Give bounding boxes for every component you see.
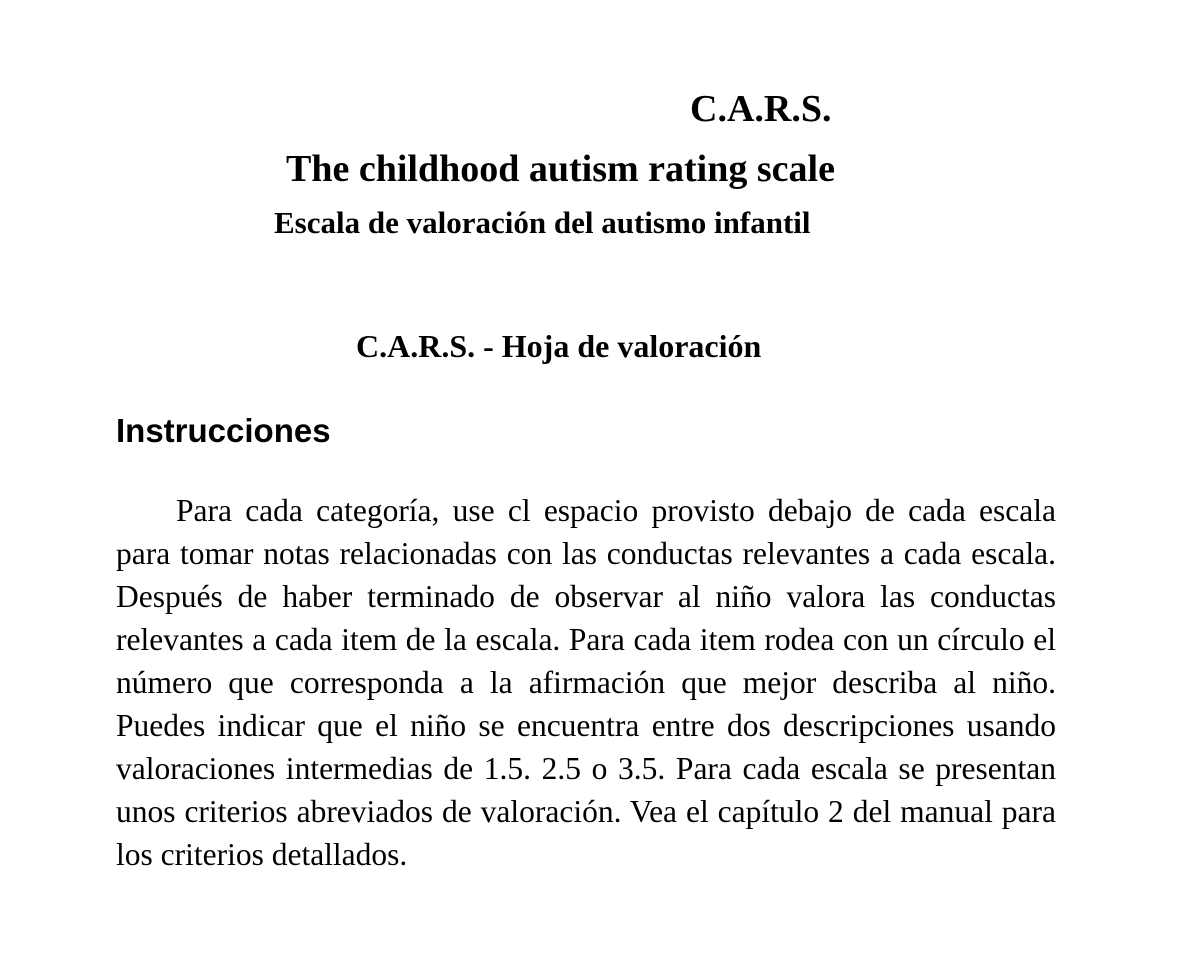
instructions-heading: Instrucciones	[116, 412, 331, 449]
rating-sheet-title: C.A.R.S. - Hoja de valoración	[356, 328, 762, 364]
instructions-paragraph: Para cada categoría, use cl espacio provisto debajo de cada escala para tomar notas relacionadas con las conductas relevantes a cada escala. Después de haber terminado de observar al niño valora las conductas relevantes a cada item de la escala. Para cada item rodea con un círculo el número que corresponda a la afirmación que mejor describa al niño. Puedes indicar que el niño se encuentra entre dos descripciones usando valoraciones intermedias de 1.5. 2.5 o 3.5. Para cada escala se presentan unos criterios abreviados de valoración. Vea el capítulo 2 del manual para los criterios detallados.	[116, 493, 1056, 872]
document-subtitle: Escala de valoración del autismo infantil	[274, 205, 811, 240]
document-abbreviation: C.A.R.S.	[690, 88, 832, 130]
document-title: The childhood autism rating scale	[286, 148, 835, 190]
